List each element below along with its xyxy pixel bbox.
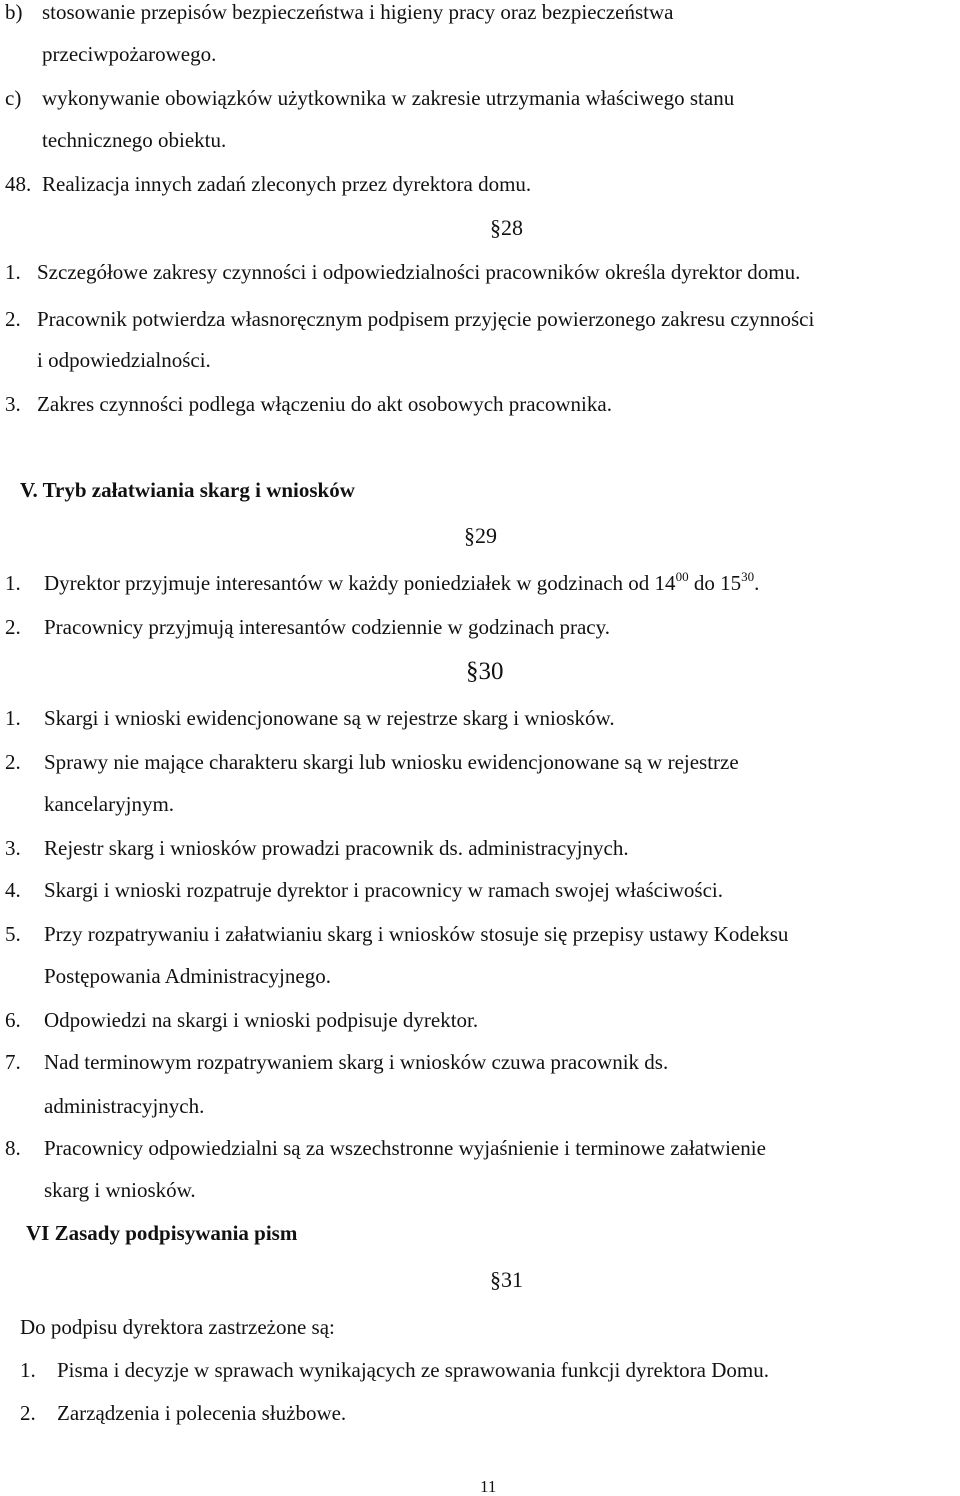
section-heading: VI Zasady podpisywania pism xyxy=(26,1221,298,1245)
list-item-text: przeciwpożarowego. xyxy=(42,42,217,66)
list-marker: 5. xyxy=(5,922,21,946)
list-item-text: Pracownicy przyjmują interesantów codziennie w godzinach pracy. xyxy=(44,615,611,639)
text-segment: do 15 xyxy=(688,571,742,595)
superscript: 00 xyxy=(675,569,689,584)
list-item-text: Przy rozpatrywaniu i załatwianiu skarg i wniosków stosuje się przepisy ustawy Kodeksu xyxy=(44,922,789,946)
section-mark: §29 xyxy=(464,523,497,548)
list-item-text: Pracownicy odpowiedzialni są za wszechstronne wyjaśnienie i terminowe załatwienie xyxy=(44,1136,766,1160)
list-marker: 2. xyxy=(5,750,21,774)
list-marker: 4. xyxy=(5,878,21,902)
section-mark: §28 xyxy=(490,215,523,240)
list-marker: 2. xyxy=(20,1401,36,1425)
list-item-text: Pisma i decyzje w sprawach wynikających ze sprawowania funkcji dyrektora Domu. xyxy=(57,1358,770,1382)
list-item-text: Nad terminowym rozpatrywaniem skarg i wniosków czuwa pracownik ds. xyxy=(44,1050,669,1074)
list-item-text: kancelaryjnym. xyxy=(44,792,175,816)
list-item-text: Skargi i wnioski rozpatruje dyrektor i pracownicy w ramach swojej właściwości. xyxy=(44,878,724,902)
list-item-text: Rejestr skarg i wniosków prowadzi pracownik ds. administracyjnych. xyxy=(44,836,629,860)
section-mark: §30 xyxy=(466,658,504,685)
list-item-text: Zakres czynności podlega włączeniu do akt osobowych pracownika. xyxy=(37,392,612,416)
list-item-text xyxy=(44,569,760,595)
list-marker: 1. xyxy=(5,260,21,284)
list-marker: b) xyxy=(5,0,23,24)
list-marker: 1. xyxy=(20,1358,36,1382)
list-marker: 3. xyxy=(5,392,21,416)
list-item-text: Postępowania Administracyjnego. xyxy=(44,964,331,988)
list-item-text: stosowanie przepisów bezpieczeństwa i higieny pracy oraz bezpieczeństwa xyxy=(42,0,674,24)
list-item-text: i odpowiedzialności. xyxy=(37,348,211,372)
list-marker: 2. xyxy=(5,307,21,331)
list-item-text: Skargi i wnioski ewidencjonowane są w rejestrze skarg i wniosków. xyxy=(44,706,615,730)
text-segment: Dyrektor przyjmuje interesantów w każdy poniedziałek w godzinach od 14 xyxy=(44,571,676,595)
list-item-text: Zarządzenia i polecenia służbowe. xyxy=(57,1401,347,1425)
list-marker: 7. xyxy=(5,1050,21,1074)
list-marker: 3. xyxy=(5,836,21,860)
list-item xyxy=(5,88,21,109)
superscript: 30 xyxy=(741,569,755,584)
list-marker: 1. xyxy=(5,706,21,730)
list-item-text: technicznego obiektu. xyxy=(42,128,227,152)
intro-text: Do podpisu dyrektora zastrzeżone są: xyxy=(20,1315,335,1339)
list-item-text: skarg i wniosków. xyxy=(44,1178,196,1202)
list-marker: 48. xyxy=(5,172,32,196)
list-item-text: Pracownik potwierdza własnoręcznym podpisem przyjęcie powierzonego zakresu czynności xyxy=(37,307,815,331)
list-item-text: administracyjnych. xyxy=(44,1094,205,1118)
list-item-text: wykonywanie obowiązków użytkownika w zakresie utrzymania właściwego stanu xyxy=(42,86,735,110)
list-item xyxy=(5,2,23,23)
list-item-text: Odpowiedzi na skargi i wnioski podpisuje dyrektor. xyxy=(44,1008,479,1032)
list-marker: 2. xyxy=(5,615,21,639)
page-number: 11 xyxy=(480,1477,497,1496)
list-marker: 6. xyxy=(5,1008,21,1032)
list-item-text: Realizacja innych zadań zleconych przez dyrektora domu. xyxy=(42,172,532,196)
list-item-text: Szczegółowe zakresy czynności i odpowiedzialności pracowników określa dyrektor domu. xyxy=(37,260,801,284)
section-heading: V. Tryb załatwiania skarg i wniosków xyxy=(20,478,355,502)
list-marker: c) xyxy=(5,86,22,110)
text-segment: . xyxy=(754,571,760,595)
section-mark: §31 xyxy=(490,1267,523,1292)
list-marker: 1. xyxy=(5,571,21,595)
list-marker: 8. xyxy=(5,1136,21,1160)
list-item-text: Sprawy nie mające charakteru skargi lub wniosku ewidencjonowane są w rejestrze xyxy=(44,750,739,774)
